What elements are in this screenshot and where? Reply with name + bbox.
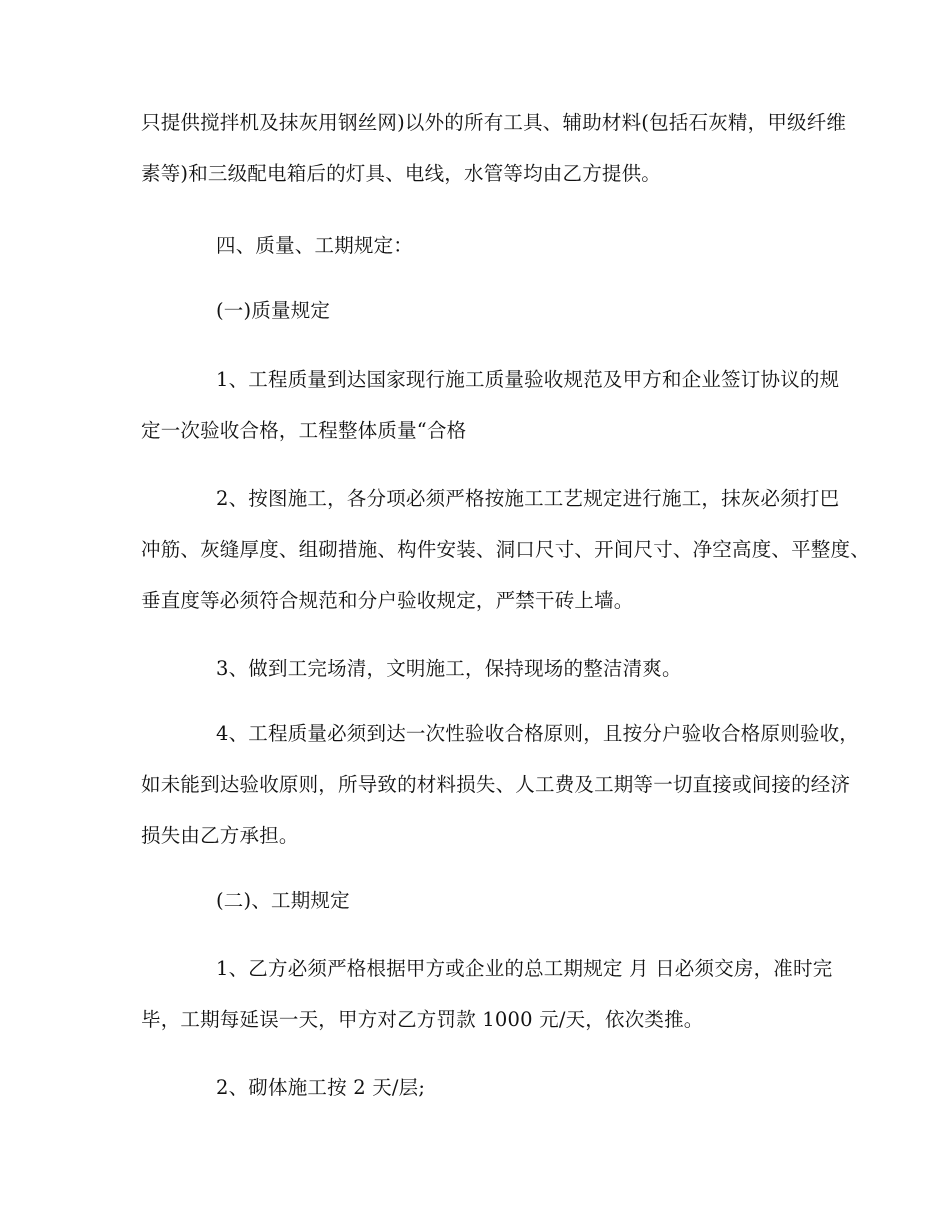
text-line: 1、工程质量到达国家现行施工质量验收规范及甲方和企业签订协议的规 bbox=[216, 368, 840, 391]
text-line: 损失由乙方承担。 bbox=[141, 824, 299, 847]
text-line: 2、按图施工，各分项必须严格按施工工艺规定进行施工，抹灰必须打巴 bbox=[216, 487, 840, 510]
text-line: 只提供搅拌机及抹灰用钢丝网)以外的所有工具、辅助材料(包括石灰精，甲级纤维 bbox=[141, 111, 847, 134]
text-line: 3、做到工完场清，文明施工，保持现场的整洁清爽。 bbox=[216, 657, 682, 680]
section-heading: 四、质量、工期规定： bbox=[216, 234, 414, 257]
text-line: 4、工程质量必须到达一次性验收合格原则，且按分户验收合格原则验收， bbox=[216, 722, 860, 745]
text-line: 垂直度等必须符合规范和分户验收规定，严禁干砖上墙。 bbox=[141, 589, 634, 612]
subsection-heading: (一)质量规定 bbox=[216, 299, 331, 322]
text-line: 毕，工期每延误一天，甲方对乙方罚款 1000 元/天，依次类推。 bbox=[141, 1008, 704, 1031]
text-line: 冲筋、灰缝厚度、组砌措施、构件安装、洞口尺寸、开间尺寸、净空高度、平整度、 bbox=[141, 538, 870, 561]
text-line: 如未能到达验收原则，所导致的材料损失、人工费及工期等一切直接或间接的经济 bbox=[141, 773, 851, 796]
text-line: 定一次验收合格，工程整体质量“合格 bbox=[141, 419, 467, 442]
text-line: 2、砌体施工按 2 天/层; bbox=[216, 1076, 426, 1099]
text-line: 素等)和三级配电箱后的灯具、电线，水管等均由乙方提供。 bbox=[141, 162, 662, 185]
text-line: 1、乙方必须严格根据甲方或企业的总工期规定 月 日必须交房，准时完 bbox=[216, 957, 833, 980]
subsection-heading: (二)、工期规定 bbox=[216, 889, 350, 912]
